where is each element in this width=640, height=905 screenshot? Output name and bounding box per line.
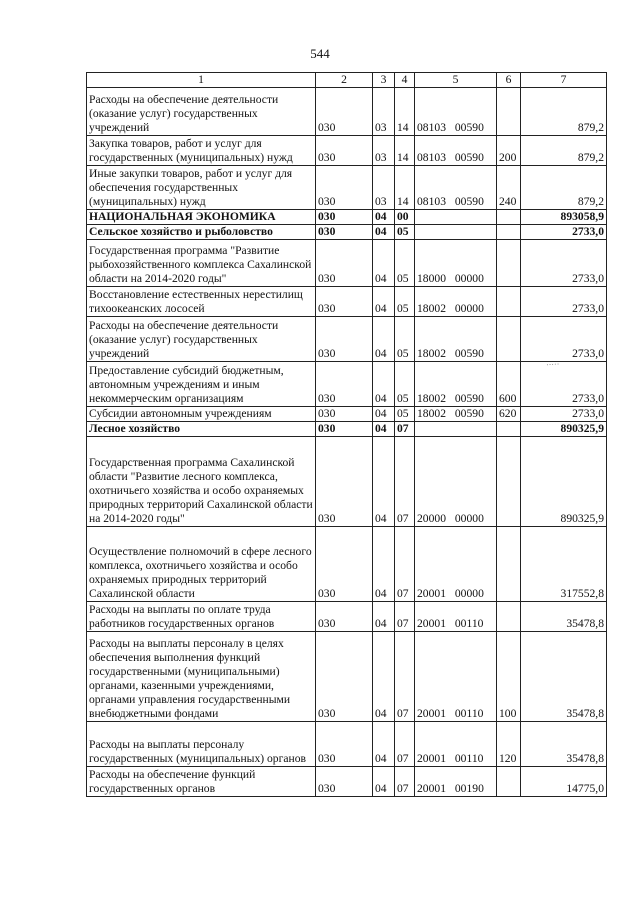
subsection-code-cell: 07 [395,437,415,527]
amount-cell: 14775,0 [521,767,607,797]
subsection-code-cell: 05 [395,317,415,362]
section-code-cell: 04 [373,210,395,225]
section-code-cell: 04 [373,437,395,527]
header-cell: 2 [316,73,373,88]
admin-code-cell: 030 [316,287,373,317]
admin-code-cell: 030 [316,527,373,602]
target-article-cell: 08103 00590 [415,88,497,136]
admin-code-cell: 030 [316,407,373,422]
admin-code-cell: 030 [316,602,373,632]
table-row [87,287,607,317]
admin-code-cell: 030 [316,240,373,287]
amount-cell: 35478,8 [521,602,607,632]
target-article-cell: 20001 00110 [415,722,497,767]
subsection-code-cell: 05 [395,240,415,287]
expense-type-cell [497,225,521,240]
table-row [87,210,607,225]
section-code-cell: 04 [373,767,395,797]
target-article-cell: 18002 00590 [415,407,497,422]
expense-type-cell [497,317,521,362]
expense-type-cell [497,287,521,317]
table-row [87,602,607,632]
section-code-cell: 04 [373,225,395,240]
subsection-code-cell: 00 [395,210,415,225]
expense-type-cell: 120 [497,722,521,767]
admin-code-cell: 030 [316,210,373,225]
header-cell: 6 [497,73,521,88]
target-article-cell: 18000 00000 [415,240,497,287]
scan-artifact: ····· [545,359,560,370]
item-name-cell: Лесное хозяйство [87,422,316,437]
admin-code-cell: 030 [316,767,373,797]
expense-type-cell [497,437,521,527]
item-name-cell: НАЦИОНАЛЬНАЯ ЭКОНОМИКА [87,210,316,225]
expense-type-cell [497,767,521,797]
item-name-cell: Расходы на выплаты персоналу государственных (муниципальных) органов [87,722,316,767]
section-code-cell: 04 [373,240,395,287]
target-article-cell: 20001 00000 [415,527,497,602]
expense-type-cell [497,422,521,437]
amount-cell: 35478,8 [521,722,607,767]
amount-cell: 879,2 [521,166,607,210]
subsection-code-cell: 05 [395,287,415,317]
subsection-code-cell: 07 [395,632,415,722]
expense-type-cell [497,527,521,602]
header-cell: 5 [415,73,497,88]
expense-type-cell: 200 [497,136,521,166]
item-name-cell: Восстановление естественных нерестилищ тихоокеанских лососей [87,287,316,317]
item-name-cell: Закупка товаров, работ и услуг для государственных (муниципальных) нужд [87,136,316,166]
table-row [87,722,607,767]
expense-type-cell: 600 [497,362,521,407]
admin-code-cell: 030 [316,437,373,527]
item-name-cell: Государственная программа Сахалинской области "Развитие лесного комплекса, охотничьего хозяйства и особо охраняемых природных территорий Сахалинской области на 2014-2020 годы" [87,437,316,527]
amount-cell: 890325,9 [521,422,607,437]
amount-cell: 879,2 [521,88,607,136]
section-code-cell: 03 [373,166,395,210]
table-row [87,240,607,287]
amount-cell: 2733,0 [521,287,607,317]
subsection-code-cell: 07 [395,527,415,602]
subsection-code-cell: 14 [395,166,415,210]
subsection-code-cell: 07 [395,722,415,767]
amount-cell: 893058,9 [521,210,607,225]
amount-cell: 890325,9 [521,437,607,527]
section-code-cell: 04 [373,287,395,317]
target-article-cell: 18002 00590 [415,317,497,362]
subsection-code-cell: 14 [395,88,415,136]
page-number: 544 [310,46,330,61]
table-row [87,527,607,602]
admin-code-cell: 030 [316,225,373,240]
subsection-code-cell: 05 [395,407,415,422]
expense-type-cell: 620 [497,407,521,422]
target-article-cell [415,210,497,225]
admin-code-cell: 030 [316,722,373,767]
section-code-cell: 04 [373,632,395,722]
section-code-cell: 04 [373,362,395,407]
subsection-code-cell: 07 [395,602,415,632]
subsection-code-cell: 05 [395,362,415,407]
table-row [87,88,607,136]
table-row [87,362,607,407]
amount-cell: 35478,8 [521,632,607,722]
table-row [87,422,607,437]
item-name-cell: Расходы на выплаты по оплате труда работников государственных органов [87,602,316,632]
target-article-cell: 20001 00110 [415,602,497,632]
expense-type-cell [497,210,521,225]
section-code-cell: 04 [373,407,395,422]
item-name-cell: Субсидии автономным учреждениям [87,407,316,422]
table-row [87,136,607,166]
amount-cell: 2733,0 [521,317,607,362]
item-name-cell: Предоставление субсидий бюджетным, автономным учреждениям и иным некоммерческим организациям [87,362,316,407]
table-row [87,317,607,362]
item-name-cell: Расходы на обеспечение деятельности (оказание услуг) государственных учреждений [87,317,316,362]
item-name-cell: Осуществление полномочий в сфере лесного комплекса, охотничьего хозяйства и особо охраняемых природных территорий Сахалинской области [87,527,316,602]
item-name-cell: Расходы на обеспечение деятельности (оказание услуг) государственных учреждений [87,88,316,136]
subsection-code-cell: 07 [395,422,415,437]
expense-type-cell [497,88,521,136]
subsection-code-cell: 05 [395,225,415,240]
budget-table [86,72,607,797]
target-article-cell: 18002 00000 [415,287,497,317]
header-cell: 7 [521,73,607,88]
section-code-cell: 04 [373,527,395,602]
admin-code-cell: 030 [316,166,373,210]
section-code-cell: 04 [373,602,395,632]
admin-code-cell: 030 [316,317,373,362]
item-name-cell: Сельское хозяйство и рыболовство [87,225,316,240]
section-code-cell: 04 [373,317,395,362]
target-article-cell: 08103 00590 [415,136,497,166]
expense-type-cell [497,240,521,287]
amount-cell: 2733,0 [521,407,607,422]
header-cell: 1 [87,73,316,88]
subsection-code-cell: 07 [395,767,415,797]
item-name-cell: Расходы на обеспечение функций государственных органов [87,767,316,797]
section-code-cell: 04 [373,422,395,437]
amount-cell: 2733,0 [521,362,607,407]
header-cell: 3 [373,73,395,88]
target-article-cell [415,225,497,240]
admin-code-cell: 030 [316,88,373,136]
subsection-code-cell: 14 [395,136,415,166]
amount-cell: 2733,0 [521,240,607,287]
table-row [87,407,607,422]
table-row [87,437,607,527]
header-cell: 4 [395,73,415,88]
table-row [87,225,607,240]
target-article-cell: 08103 00590 [415,166,497,210]
admin-code-cell: 030 [316,632,373,722]
target-article-cell: 20001 00190 [415,767,497,797]
amount-cell: 2733,0 [521,225,607,240]
amount-cell: 317552,8 [521,527,607,602]
admin-code-cell: 030 [316,136,373,166]
item-name-cell: Государственная программа "Развитие рыбохозяйственного комплекса Сахалинской области на 2014-2020 годы" [87,240,316,287]
admin-code-cell: 030 [316,422,373,437]
target-article-cell: 18002 00590 [415,362,497,407]
section-code-cell: 03 [373,136,395,166]
table-row [87,632,607,722]
section-code-cell: 03 [373,88,395,136]
item-name-cell: Расходы на выплаты персоналу в целях обеспечения выполнения функций государственными (муниципальными) органами, казенными учреждениями, органами управления государственными внебюджетными фондами [87,632,316,722]
target-article-cell [415,422,497,437]
admin-code-cell: 030 [316,362,373,407]
expense-type-cell: 240 [497,166,521,210]
item-name-cell: Иные закупки товаров, работ и услуг для обеспечения государственных (муниципальных) нужд [87,166,316,210]
table-row [87,166,607,210]
table-row [87,767,607,797]
target-article-cell: 20001 00110 [415,632,497,722]
expense-type-cell [497,602,521,632]
amount-cell: 879,2 [521,136,607,166]
target-article-cell: 20000 00000 [415,437,497,527]
expense-type-cell: 100 [497,632,521,722]
table-header-row [87,73,607,88]
section-code-cell: 04 [373,722,395,767]
